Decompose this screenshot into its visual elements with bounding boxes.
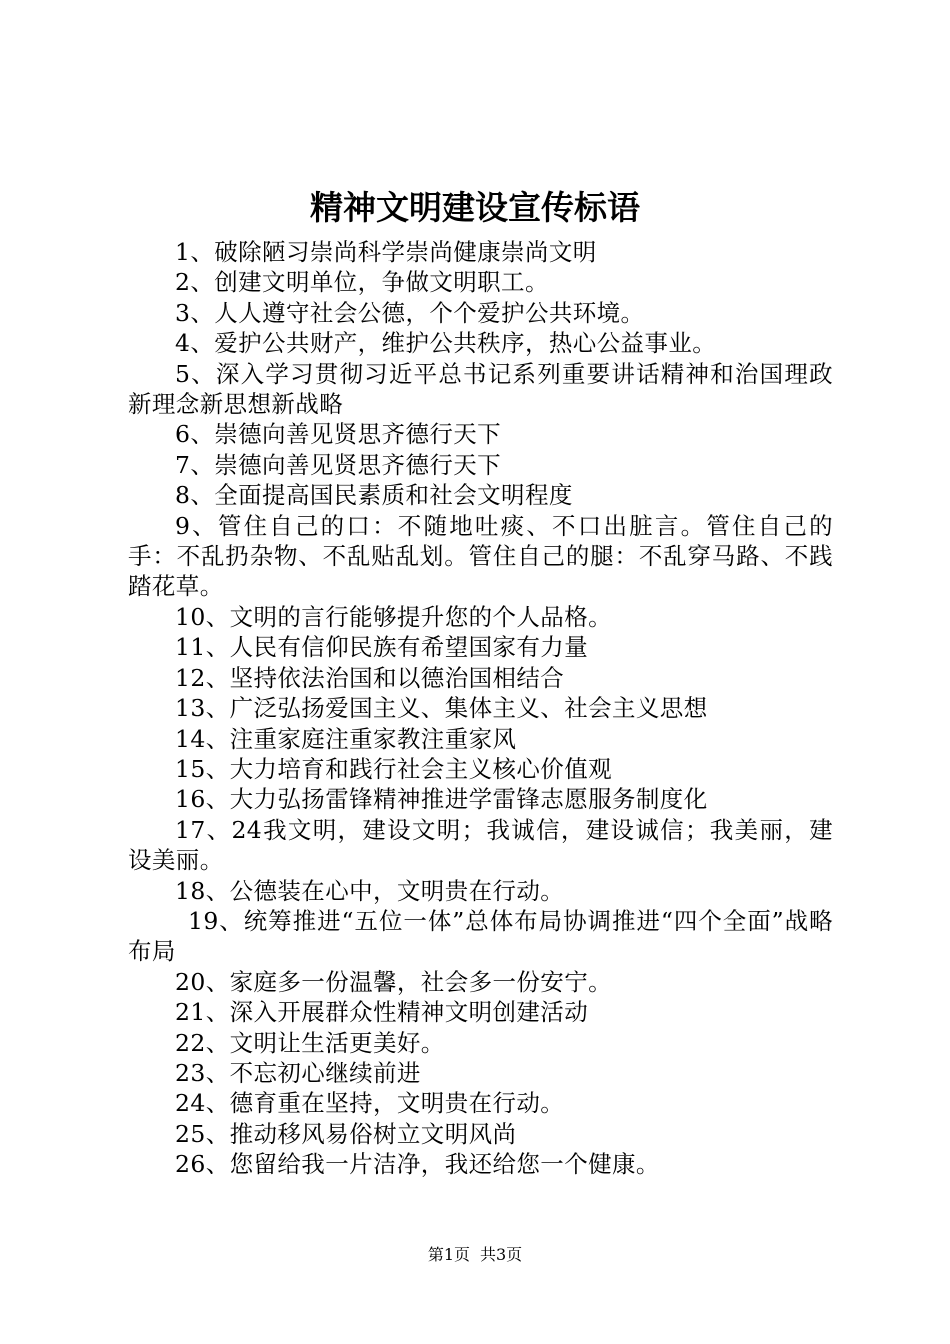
slogan-item: 5、深入学习贯彻习近平总书记系列重要讲话精神和治国理政新理念新思想新战略	[128, 359, 833, 419]
slogan-item: 16、大力弘扬雷锋精神推进学雷锋志愿服务制度化	[175, 785, 708, 814]
slogan-item: 10、文明的言行能够提升您的个人品格。	[175, 602, 613, 631]
slogan-item: 11、人民有信仰民族有希望国家有力量	[175, 633, 589, 662]
slogan-item: 21、深入开展群众性精神文明创建活动	[175, 998, 589, 1027]
page-total: 共3页	[480, 1245, 523, 1264]
slogan-item: 19、统筹推进“五位一体”总体布局协调推进“四个全面”战略布局	[128, 906, 833, 966]
slogan-item: 12、坚持依法治国和以德治国相结合	[175, 663, 565, 692]
slogan-item: 9、管住自己的口：不随地吐痰、不口出脏言。管住自己的手：不乱扔杂物、不乱贴乱划。管住自己的腿：不乱穿马路、不践踏花草。	[128, 511, 833, 601]
slogan-item: 6、崇德向善见贤思齐德行天下	[175, 420, 502, 449]
slogan-item: 22、文明让生活更美好。	[175, 1028, 445, 1057]
document-title: 精神文明建设宣传标语	[310, 188, 640, 227]
page-footer	[0, 1244, 950, 1266]
slogan-item: 15、大力培育和践行社会主义核心价值观	[175, 754, 613, 783]
slogan-item: 4、爱护公共财产，维护公共秩序，热心公益事业。	[175, 329, 717, 358]
slogan-item: 14、注重家庭注重家教注重家风	[175, 724, 517, 753]
slogan-item: 25、推动移风易俗树立文明风尚	[175, 1119, 517, 1148]
slogan-item: 17、24我文明，建设文明；我诚信，建设诚信；我美丽，建设美丽。	[128, 815, 833, 875]
slogan-item: 24、德育重在坚持，文明贵在行动。	[175, 1089, 565, 1118]
slogan-item: 2、创建文明单位，争做文明职工。	[175, 268, 549, 297]
slogan-item: 20、家庭多一份温馨，社会多一份安宁。	[175, 967, 613, 996]
slogan-item: 1、破除陋习崇尚科学崇尚健康崇尚文明	[175, 238, 597, 266]
page-number: 第1页	[427, 1245, 470, 1264]
slogan-item: 8、全面提高国民素质和社会文明程度	[175, 481, 573, 510]
slogan-item: 3、人人遵守社会公德，个个爱护公共环境。	[175, 298, 645, 327]
slogan-item: 18、公德装在心中，文明贵在行动。	[175, 876, 565, 905]
slogan-item: 23、不忘初心继续前进	[175, 1058, 421, 1087]
slogan-item: 13、广泛弘扬爱国主义、集体主义、社会主义思想	[175, 694, 708, 723]
slogan-item: 26、您留给我一片洁净，我还给您一个健康。	[175, 1150, 660, 1179]
slogan-list	[128, 237, 833, 1180]
slogan-item: 7、崇德向善见贤思齐德行天下	[175, 450, 502, 479]
